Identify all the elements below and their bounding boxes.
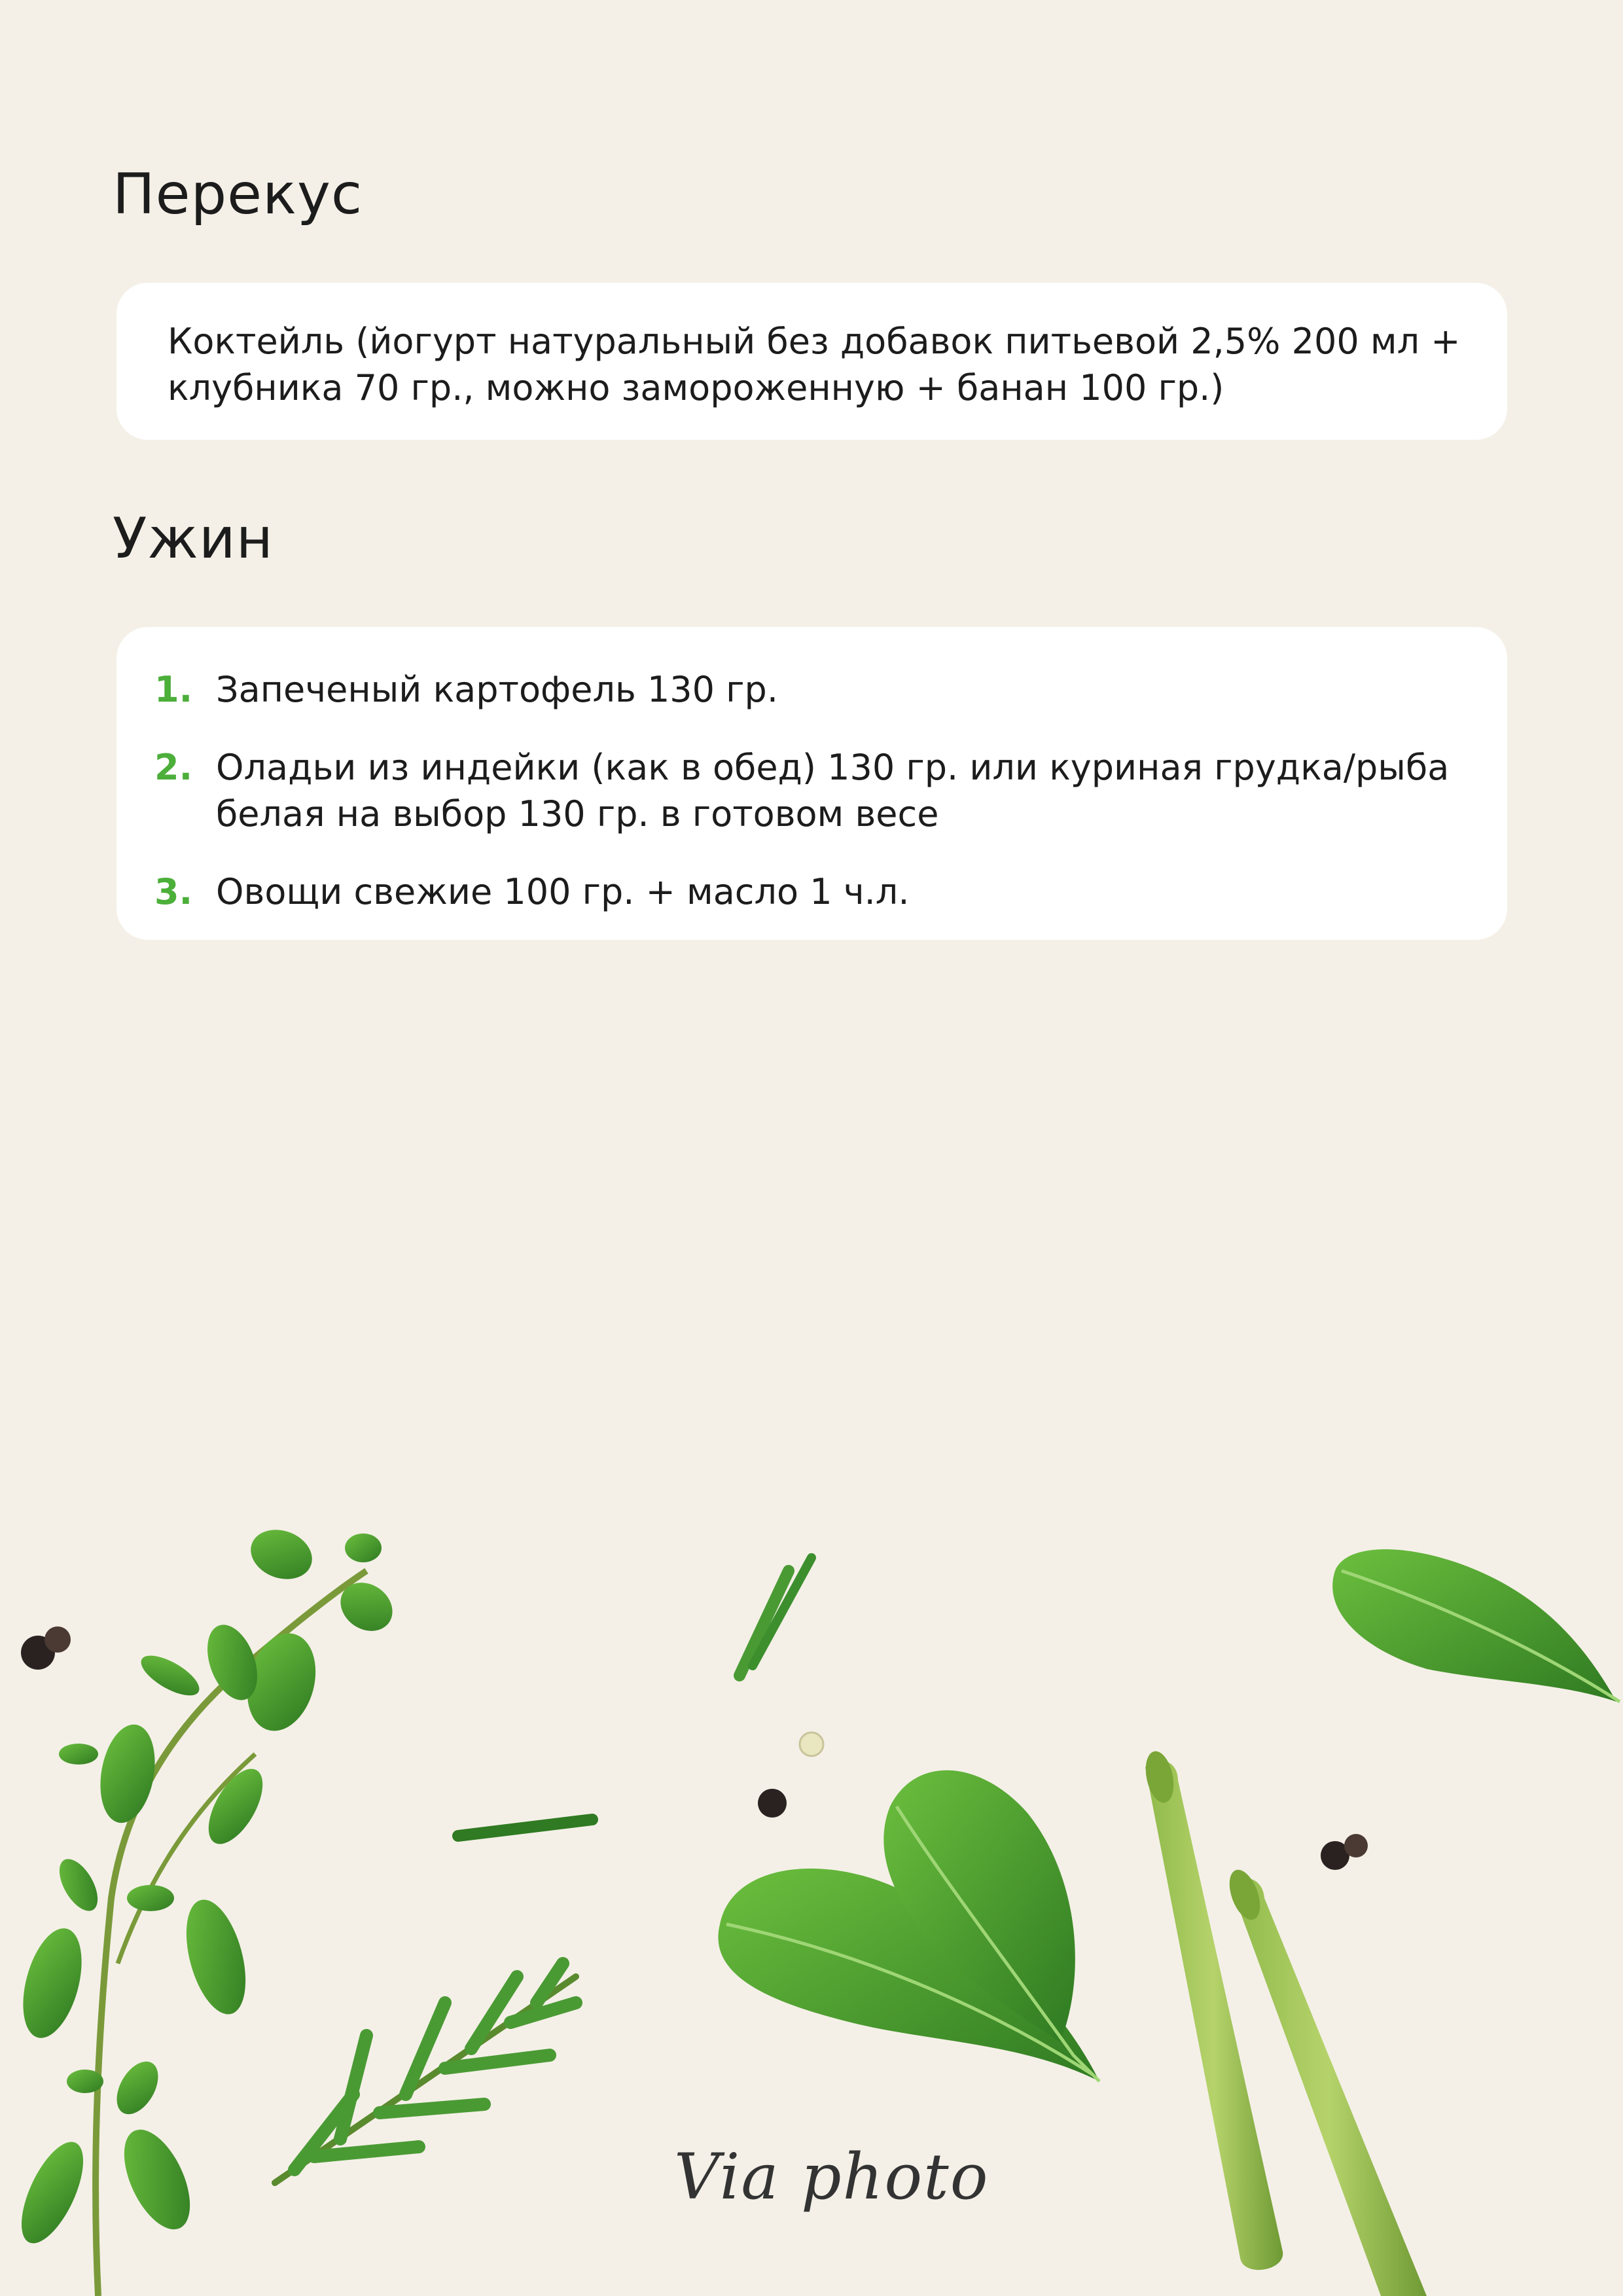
list-item (154, 666, 1461, 713)
snack-card (116, 283, 1507, 440)
signature-logo: Via photo (674, 2140, 990, 2214)
list-text: Овощи свежие 100 гр. + масло 1 ч.л. (216, 871, 910, 912)
snack-title: Перекус (113, 162, 363, 227)
list-number: 2. (154, 747, 193, 788)
list-item (154, 869, 1461, 915)
dinner-list (154, 666, 1461, 915)
snack-text: Коктейль (йогурт натуральный без добавок питьевой 2,5% 200 мл + клубника 70 гр., можно замороженную + банан 100 гр.) (168, 321, 1461, 408)
list-item (154, 744, 1461, 837)
asparagus-icon (1141, 1749, 1427, 2296)
list-text: Оладьи из индейки (как в обед) 130 гр. или куриная грудка/рыба белая на выбор 130 гр. в готовом весе (216, 747, 1450, 834)
list-number: 3. (154, 871, 193, 912)
list-number: 1. (154, 669, 193, 710)
list-text: Запеченый картофель 130 гр. (216, 669, 778, 710)
rosemary-sprig-icon (275, 1964, 576, 2183)
dinner-card (116, 627, 1507, 940)
dinner-title: Ужин (113, 506, 274, 571)
rosemary-leaf-icon (458, 1558, 812, 1836)
